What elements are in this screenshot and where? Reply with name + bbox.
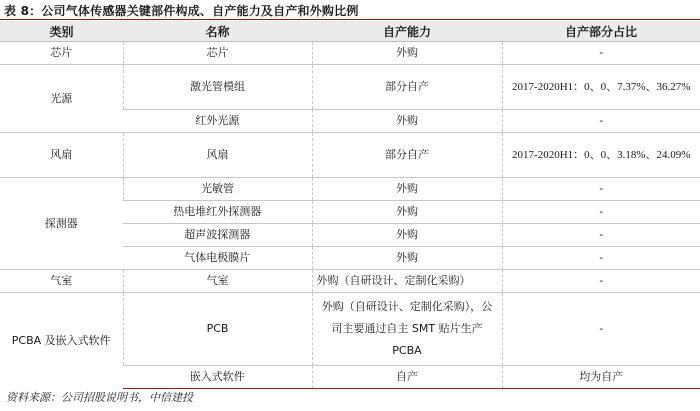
ratio-cell: - — [502, 110, 700, 133]
table-row — [0, 293, 700, 366]
capability-cell: 外购（自研设计、定制化采购），公司主要通过自主 SMT 贴片生产 PCBA — [312, 293, 502, 366]
table-row — [0, 178, 700, 201]
category-cell: PCBA 及嵌入式软件 — [0, 293, 123, 389]
name-cell: 红外光源 — [123, 110, 312, 133]
category-cell: 探测器 — [0, 178, 123, 270]
capability-cell: 外购 — [312, 110, 502, 133]
table-row — [0, 270, 700, 293]
header-row — [0, 21, 700, 42]
header-category: 类别 — [0, 21, 123, 42]
ratio-cell: - — [502, 270, 700, 293]
category-cell: 风扇 — [0, 133, 123, 178]
capability-cell: 外购 — [312, 247, 502, 270]
ratio-cell: - — [502, 178, 700, 201]
name-cell: PCB — [123, 293, 312, 366]
name-cell: 气体电极膜片 — [123, 247, 312, 270]
ratio-cell: 2017-2020H1：0、0、3.18%、24.09% — [502, 133, 700, 178]
ratio-cell: 2017-2020H1：0、0、7.37%、36.27% — [502, 65, 700, 110]
category-cell: 芯片 — [0, 42, 123, 65]
name-cell: 风扇 — [123, 133, 312, 178]
capability-cell: 外购 — [312, 42, 502, 65]
header-name: 名称 — [123, 21, 312, 42]
category-cell: 光源 — [0, 65, 123, 133]
ratio-cell: - — [502, 247, 700, 270]
ratio-cell: - — [502, 293, 700, 366]
table-row — [0, 65, 700, 110]
category-cell: 气室 — [0, 270, 123, 293]
header-capability: 自产能力 — [312, 21, 502, 42]
capability-cell: 部分自产 — [312, 133, 502, 178]
ratio-cell: - — [502, 201, 700, 224]
capability-cell: 部分自产 — [312, 65, 502, 110]
ratio-cell: 均为自产 — [502, 366, 700, 389]
capability-cell: 外购 — [312, 201, 502, 224]
table-title: 表 8：公司气体传感器关键部件构成、自产能力及自产和外购比例 — [4, 4, 359, 18]
capability-cell: 外购（自研设计、定制化采购） — [312, 270, 502, 293]
name-cell: 嵌入式软件 — [123, 366, 312, 389]
table-row — [0, 133, 700, 178]
capability-cell: 外购 — [312, 224, 502, 247]
name-cell: 热电堆红外探测器 — [123, 201, 312, 224]
name-cell: 激光管模组 — [123, 65, 312, 110]
capability-cell: 外购 — [312, 178, 502, 201]
name-cell: 超声波探测器 — [123, 224, 312, 247]
name-cell: 气室 — [123, 270, 312, 293]
title-rule — [0, 19, 700, 20]
table-row — [0, 42, 700, 65]
name-cell: 光敏管 — [123, 178, 312, 201]
name-cell: 芯片 — [123, 42, 312, 65]
header-ratio: 自产部分占比 — [502, 21, 700, 42]
components-table — [0, 21, 700, 389]
capability-cell: 自产 — [312, 366, 502, 389]
source-note: 资料来源：公司招股说明书，中信建投 — [6, 391, 193, 404]
ratio-cell: - — [502, 224, 700, 247]
ratio-cell: - — [502, 42, 700, 65]
